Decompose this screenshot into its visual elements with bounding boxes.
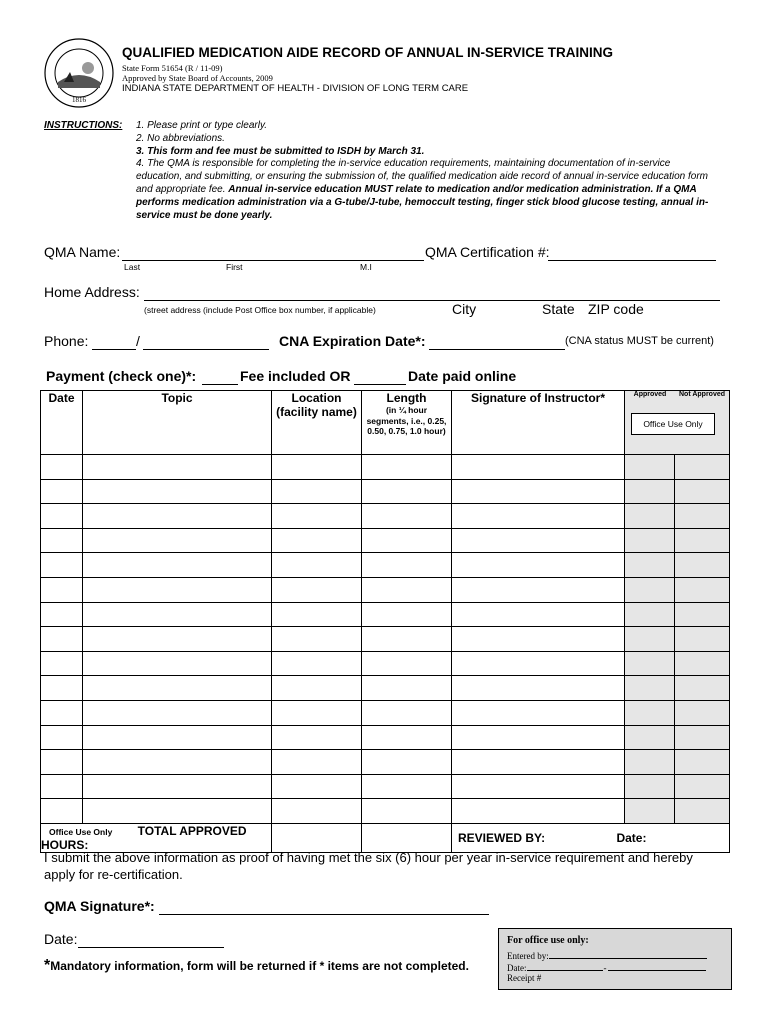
- cell-signature[interactable]: [452, 651, 625, 676]
- cell-location[interactable]: [272, 627, 362, 652]
- cell-approved[interactable]: [625, 553, 675, 578]
- cell-location[interactable]: [272, 725, 362, 750]
- col-length-label: Length: [386, 391, 427, 405]
- cell-topic[interactable]: [83, 750, 272, 775]
- address-hint: (street address (include Post Office box number, if applicable): [144, 305, 376, 315]
- cell-length[interactable]: [362, 750, 452, 775]
- cell-length[interactable]: [362, 577, 452, 602]
- cell-location[interactable]: [272, 455, 362, 480]
- office-use-box: [498, 928, 732, 990]
- signature-date-label: Date:: [44, 931, 78, 947]
- col-length: [362, 391, 452, 455]
- cell-not-approved[interactable]: [675, 577, 730, 602]
- seal-year: 1816: [72, 96, 86, 104]
- cell-not-approved[interactable]: [675, 651, 730, 676]
- name-mi-hint: M.I: [360, 262, 372, 272]
- cell-location[interactable]: [272, 553, 362, 578]
- cell-length[interactable]: [362, 774, 452, 799]
- cell-length[interactable]: [362, 676, 452, 701]
- instruction-2: 2. No abbreviations.: [136, 132, 225, 144]
- state-hint: State: [542, 301, 575, 317]
- instruction-3: 3. This form and fee must be submitted to ISDH by March 31.: [136, 145, 425, 157]
- cell-length[interactable]: [362, 479, 452, 504]
- date-paid-label: Date paid online: [408, 368, 517, 384]
- cell-location[interactable]: [272, 774, 362, 799]
- cell-not-approved[interactable]: [675, 700, 730, 725]
- cell-length[interactable]: [362, 651, 452, 676]
- cna-exp-field[interactable]: [429, 333, 565, 350]
- qma-name-field[interactable]: [122, 244, 424, 261]
- cell-date[interactable]: [41, 455, 83, 480]
- cell-topic[interactable]: [83, 700, 272, 725]
- cell-date[interactable]: [41, 700, 83, 725]
- phone-label: Phone:: [44, 333, 89, 349]
- cell-approved[interactable]: [625, 479, 675, 504]
- cell-date[interactable]: [41, 750, 83, 775]
- cell-signature[interactable]: [452, 455, 625, 480]
- cell-signature[interactable]: [452, 528, 625, 553]
- office-date-field-2[interactable]: [608, 961, 706, 971]
- office-date-field[interactable]: [527, 961, 603, 971]
- table-row: [41, 725, 730, 750]
- cell-signature[interactable]: [452, 577, 625, 602]
- cell-date[interactable]: [41, 479, 83, 504]
- table-row: [41, 504, 730, 529]
- office-date-label: Date:: [507, 963, 527, 973]
- col-not-approved: Not Approved: [678, 391, 726, 398]
- cell-topic[interactable]: [83, 799, 272, 824]
- cell-topic[interactable]: [83, 676, 272, 701]
- cell-date[interactable]: [41, 553, 83, 578]
- cell-approved[interactable]: [625, 700, 675, 725]
- fee-included-check[interactable]: [202, 368, 238, 385]
- state-seal: [44, 38, 114, 108]
- cell-location[interactable]: [272, 750, 362, 775]
- cell-length[interactable]: [362, 504, 452, 529]
- cell-signature[interactable]: [452, 774, 625, 799]
- table-row: [41, 553, 730, 578]
- cell-location[interactable]: [272, 504, 362, 529]
- table-row: [41, 799, 730, 824]
- cell-length[interactable]: [362, 553, 452, 578]
- fee-included-label: Fee included OR: [240, 368, 351, 384]
- home-address-field[interactable]: [144, 284, 720, 301]
- cell-location[interactable]: [272, 528, 362, 553]
- cell-topic[interactable]: [83, 774, 272, 799]
- instructions-label: INSTRUCTIONS:: [44, 120, 123, 131]
- cell-signature[interactable]: [452, 750, 625, 775]
- cell-length[interactable]: [362, 700, 452, 725]
- office-receipt-label: Receipt #: [507, 973, 542, 983]
- cell-approved[interactable]: [625, 504, 675, 529]
- table-row: [41, 455, 730, 480]
- instruction-4: [136, 158, 716, 222]
- cna-note: (CNA status MUST be current): [565, 335, 714, 347]
- footer-total: TOTAL APPROVED HOURS:: [41, 823, 247, 852]
- signature-date-field[interactable]: [78, 931, 224, 948]
- cell-date[interactable]: [41, 725, 83, 750]
- cell-not-approved[interactable]: [675, 750, 730, 775]
- cell-not-approved[interactable]: [675, 455, 730, 480]
- cell-approved[interactable]: [625, 627, 675, 652]
- cna-exp-label: CNA Expiration Date*:: [279, 333, 426, 349]
- col-topic: Topic: [83, 391, 272, 455]
- cell-location[interactable]: [272, 676, 362, 701]
- cell-signature[interactable]: [452, 602, 625, 627]
- cell-signature[interactable]: [452, 676, 625, 701]
- table-body: [41, 455, 730, 824]
- cell-location[interactable]: [272, 700, 362, 725]
- office-box-date: [507, 961, 706, 973]
- cell-date[interactable]: [41, 602, 83, 627]
- cell-length[interactable]: [362, 602, 452, 627]
- cell-not-approved[interactable]: [675, 725, 730, 750]
- cell-signature[interactable]: [452, 627, 625, 652]
- instructions-list: [136, 120, 716, 222]
- department: INDIANA STATE DEPARTMENT OF HEALTH - DIVISION OF LONG TERM CARE: [122, 83, 469, 94]
- form-number: State Form 51654 (R / 11-09): [122, 63, 223, 73]
- city-hint: City: [452, 301, 477, 317]
- instruction-4-bold: Annual in-service education MUST relate to medication and/or medication administration. If a QMA performs medication administration via a G-tube/J-tube, hemoccult testing, finger stick blood glucose testing, annual in-service must be done yearly.: [136, 183, 709, 221]
- office-use-label: Office Use Only: [631, 413, 715, 435]
- col-approved: Approved: [633, 391, 667, 398]
- cell-date[interactable]: [41, 774, 83, 799]
- footer-date: Date:: [616, 830, 647, 845]
- phone-area-field[interactable]: [92, 333, 136, 350]
- cell-approved[interactable]: [625, 750, 675, 775]
- office-entered-field[interactable]: [549, 949, 707, 959]
- training-table: [40, 390, 730, 853]
- cell-location[interactable]: [272, 799, 362, 824]
- cell-location[interactable]: [272, 651, 362, 676]
- office-date-separator: -: [603, 963, 607, 973]
- statement: I submit the above information as proof of having met the six (6) hour per year in-service requirement and hereby apply for re-certification.: [44, 850, 693, 882]
- cell-length[interactable]: [362, 455, 452, 480]
- cell-length[interactable]: [362, 799, 452, 824]
- instruction-1: 1. Please print or type clearly.: [136, 120, 267, 131]
- cell-location[interactable]: [272, 479, 362, 504]
- cell-signature[interactable]: [452, 553, 625, 578]
- qma-cert-field[interactable]: [548, 244, 716, 261]
- cell-approved[interactable]: [625, 799, 675, 824]
- cell-approved[interactable]: [625, 455, 675, 480]
- cell-signature[interactable]: [452, 799, 625, 824]
- office-entered-label: Entered by:: [507, 951, 549, 961]
- cell-not-approved[interactable]: [675, 479, 730, 504]
- cell-signature[interactable]: [452, 700, 625, 725]
- cell-approved[interactable]: [625, 602, 675, 627]
- footer-reviewed: REVIEWED BY:: [458, 830, 546, 845]
- table-row: [41, 700, 730, 725]
- cell-topic[interactable]: [83, 627, 272, 652]
- table-row: [41, 479, 730, 504]
- cell-topic[interactable]: [83, 725, 272, 750]
- mandatory-star: *: [44, 957, 51, 974]
- phone-number-field[interactable]: [143, 333, 269, 350]
- table-row: [41, 676, 730, 701]
- cell-not-approved[interactable]: [675, 504, 730, 529]
- cell-location[interactable]: [272, 602, 362, 627]
- form-title: QUALIFIED MEDICATION AIDE RECORD OF ANNUAL IN-SERVICE TRAINING: [122, 45, 614, 60]
- office-box-entered: [507, 949, 707, 961]
- qma-signature-field[interactable]: [159, 898, 489, 915]
- office-box-title: For office use only:: [507, 935, 589, 946]
- table-row: [41, 627, 730, 652]
- cell-date[interactable]: [41, 799, 83, 824]
- cell-not-approved[interactable]: [675, 676, 730, 701]
- qma-name-label: QMA Name:: [44, 244, 121, 260]
- cell-topic[interactable]: [83, 577, 272, 602]
- cell-approved[interactable]: [625, 528, 675, 553]
- cell-date[interactable]: [41, 504, 83, 529]
- cell-topic[interactable]: [83, 651, 272, 676]
- mandatory-note: [44, 957, 469, 975]
- name-first-hint: First: [226, 262, 243, 272]
- footer-office-use: Office Use Only: [49, 826, 113, 837]
- table-row: [41, 577, 730, 602]
- col-signature: Signature of Instructor*: [452, 391, 625, 455]
- payment-label: Payment (check one)*:: [46, 368, 197, 384]
- zip-hint: ZIP code: [588, 301, 644, 317]
- cell-length[interactable]: [362, 627, 452, 652]
- cell-signature[interactable]: [452, 504, 625, 529]
- instruction-4-text: 4. The QMA is responsible for completing the in-service education requirements, maintaining documentation of in-service education, and submitting, or ensuring the submission of, the qualified medication aide record of annual in-service education form and appropriate fee.: [136, 158, 708, 195]
- cell-date[interactable]: [41, 651, 83, 676]
- table-row: [41, 651, 730, 676]
- date-paid-field[interactable]: [354, 368, 406, 385]
- cell-length[interactable]: [362, 528, 452, 553]
- table-row: [41, 774, 730, 799]
- cell-not-approved[interactable]: [675, 774, 730, 799]
- cell-not-approved[interactable]: [675, 553, 730, 578]
- cell-approved[interactable]: [625, 577, 675, 602]
- qma-cert-label: QMA Certification #:: [425, 244, 550, 260]
- cell-date[interactable]: [41, 528, 83, 553]
- cell-not-approved[interactable]: [675, 602, 730, 627]
- qma-signature-label: QMA Signature*:: [44, 898, 155, 914]
- cell-approved[interactable]: [625, 725, 675, 750]
- name-last-hint: Last: [124, 262, 141, 272]
- cell-date[interactable]: [41, 627, 83, 652]
- table-row: [41, 602, 730, 627]
- cell-location[interactable]: [272, 577, 362, 602]
- col-length-note: (in ¼ hour segments, i.e., 0.25, 0.50, 0.75, 1.0 hour): [366, 405, 447, 436]
- phone-separator: /: [136, 333, 140, 349]
- cell-not-approved[interactable]: [675, 799, 730, 824]
- form-approval: Approved by State Board of Accounts, 2009: [122, 73, 273, 83]
- col-date: Date: [41, 391, 83, 455]
- cell-date[interactable]: [41, 676, 83, 701]
- cell-date[interactable]: [41, 577, 83, 602]
- cell-not-approved[interactable]: [675, 627, 730, 652]
- cell-topic[interactable]: [83, 479, 272, 504]
- mandatory-text: Mandatory information, form will be returned if * items are not completed.: [50, 959, 469, 973]
- cell-topic[interactable]: [83, 528, 272, 553]
- home-address-label: Home Address:: [44, 284, 140, 300]
- col-location: Location (facility name): [272, 391, 362, 455]
- cell-topic[interactable]: [83, 602, 272, 627]
- cell-approved[interactable]: [625, 676, 675, 701]
- cell-length[interactable]: [362, 725, 452, 750]
- table-row: [41, 750, 730, 775]
- cell-topic[interactable]: [83, 455, 272, 480]
- cell-topic[interactable]: [83, 553, 272, 578]
- cell-signature[interactable]: [452, 479, 625, 504]
- cell-topic[interactable]: [83, 504, 272, 529]
- col-office: [625, 391, 730, 455]
- table-row: [41, 528, 730, 553]
- cell-not-approved[interactable]: [675, 528, 730, 553]
- cell-approved[interactable]: [625, 651, 675, 676]
- cell-signature[interactable]: [452, 725, 625, 750]
- cell-approved[interactable]: [625, 774, 675, 799]
